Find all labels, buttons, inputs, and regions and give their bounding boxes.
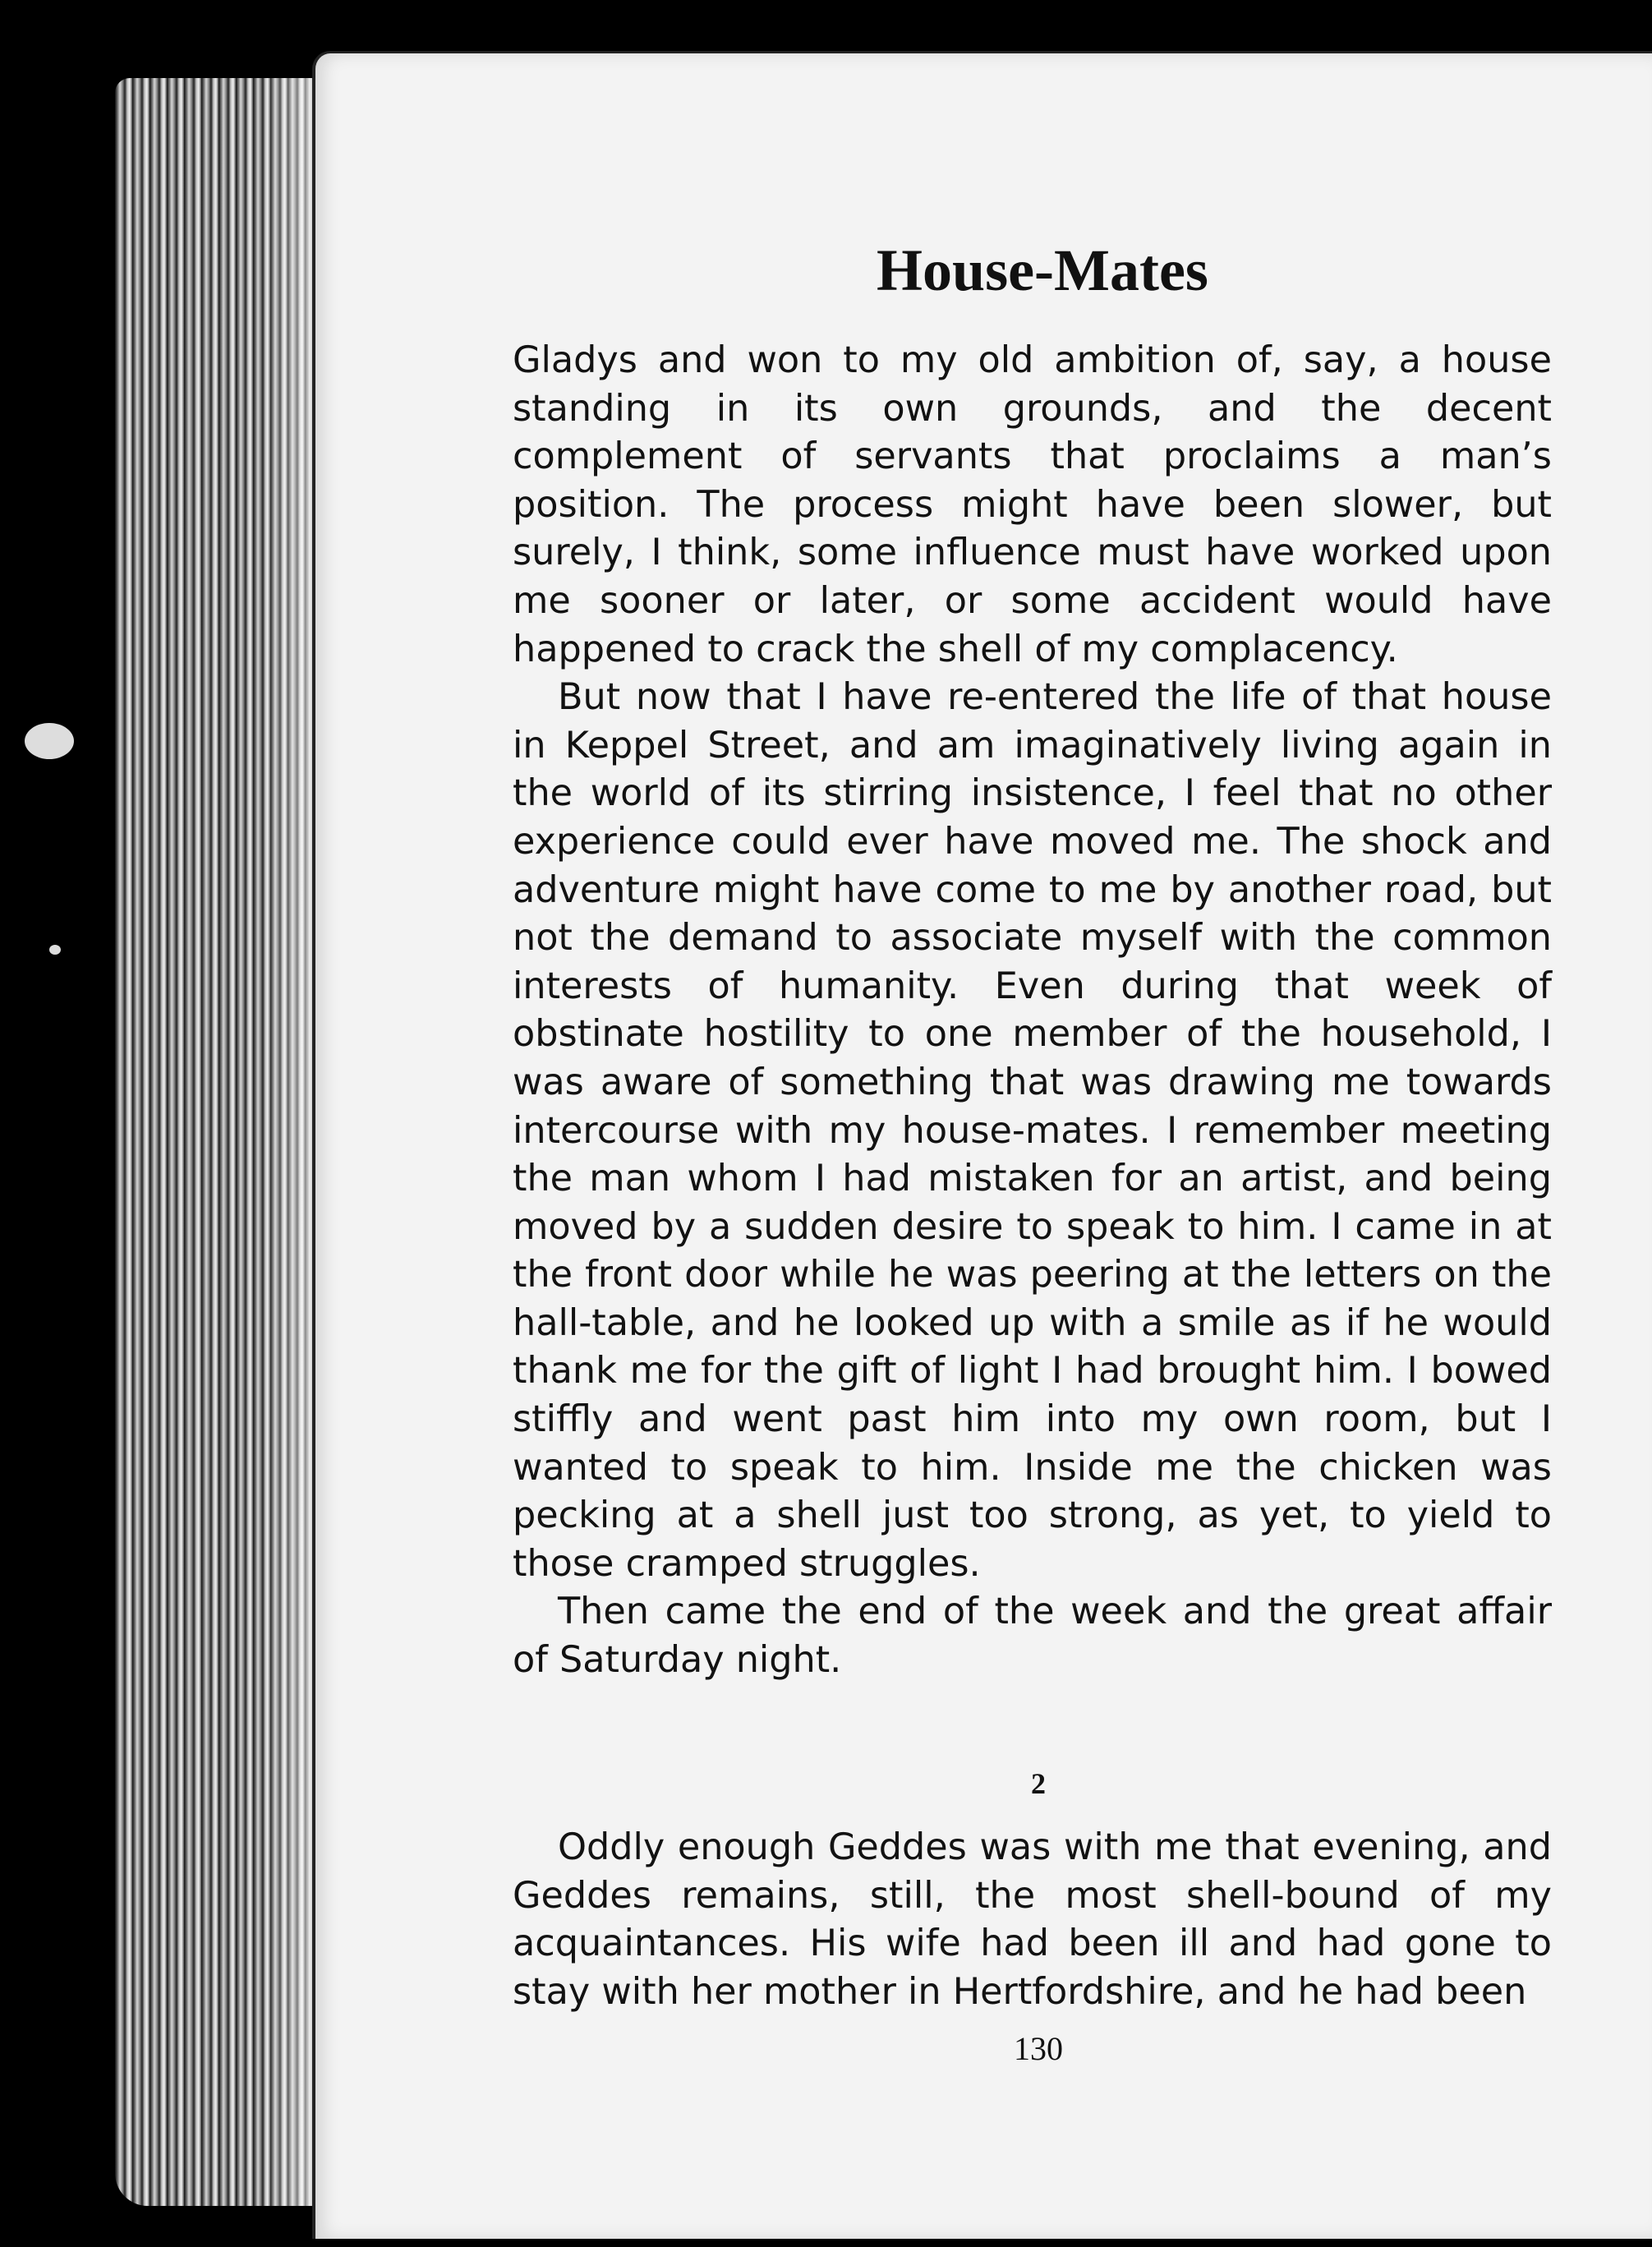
dust-speck <box>49 945 61 955</box>
book-page-edges <box>115 78 337 2206</box>
running-head: House-Mates <box>877 237 1208 303</box>
paragraph: But now that I have re-entered the life of that house in Keppel Street, and am imaginatively living again in the world of its stirring insistence, I feel that no other experience could ever have moved me. The shock and adventure might have come to me by another road, but not the demand to associate myself with the common interests of humanity. Even during that week of obstinate hostility to one member of the household, I was aware of something that was drawing me towards intercourse with my house-mates. I remember meeting the man whom I had mistaken for an artist, and being moved by a sudden desire to speak to him. I came in at the front door while he was peering at the letters on the hall-table, and he looked up with a smile as if he would thank me for the gift of light I had brought him. I bowed stiffly and went past him into my own room, but I wanted to speak to him. Inside me the chicken was pecking at a shell just too strong, as yet, to yield to those cramped struggles. <box>513 676 1552 1585</box>
paragraph: Gladys and won to my old ambition of, say, a house standing in its own grounds, and the decent complement of servants that proclaims a man’s position. The process might have been slower, but surely, I think, some influence must have worked upon me sooner or later, or some accident would have happened to crack the shell of my complacency. <box>513 339 1552 670</box>
section-body-text <box>513 1824 1552 2016</box>
body-text <box>513 337 1552 1685</box>
book-page <box>312 51 1652 2239</box>
paragraph: Then came the end of the week and the great affair of Saturday night. <box>513 1591 1552 1682</box>
paragraph: Oddly enough Geddes was with me that evening, and Geddes remains, still, the most shell-bound of my acquaintances. His wife had been ill and had gone to stay with her mother in Hertfordshire, and he had been <box>513 1826 1552 2013</box>
page-number: 130 <box>1014 2030 1063 2067</box>
section-number: 2 <box>1031 1767 1046 1800</box>
dust-speck <box>25 723 74 759</box>
